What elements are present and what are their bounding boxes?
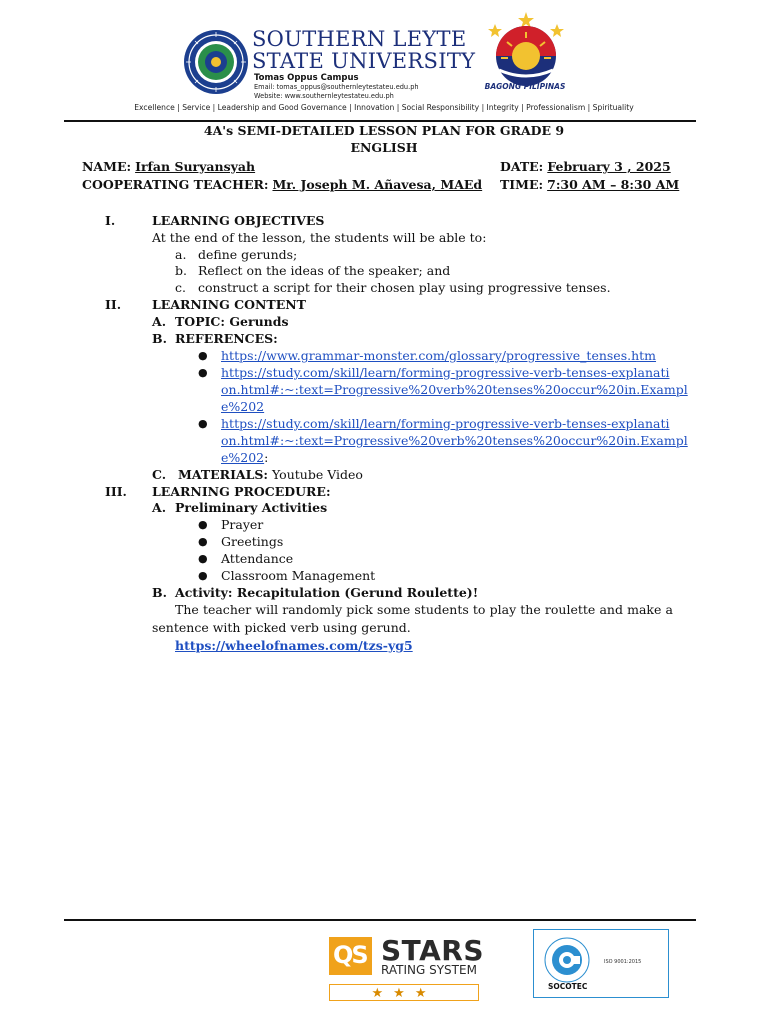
- iso-label: ISO 9001:2015: [604, 959, 642, 965]
- section-2-heading: LEARNING CONTENT: [152, 297, 306, 312]
- reference-link[interactable]: https://study.com/skill/learn/forming-progressive-verb-tenses-explanati: [221, 416, 670, 431]
- name-row: [82, 159, 255, 175]
- star-icon: ★★★: [371, 986, 437, 1001]
- date-value: February 3 , 2025: [547, 159, 671, 174]
- name-value: Irfan Suryansyah: [135, 159, 256, 174]
- reference-link[interactable]: https://study.com/skill/learn/forming-progressive-verb-tenses-explanati: [221, 365, 670, 380]
- campus-name: Tomas Oppus Campus: [254, 73, 359, 83]
- preliminary-heading: Preliminary Activities: [175, 500, 328, 515]
- bullet-icon: ●: [198, 349, 208, 362]
- qs-mark-text: QS: [333, 941, 367, 969]
- date-row: [500, 159, 671, 175]
- time-label: TIME:: [500, 177, 544, 192]
- references-heading: REFERENCES:: [175, 331, 278, 346]
- bullet-icon: ●: [198, 569, 208, 582]
- objective-marker: c.: [175, 280, 186, 295]
- objective-marker: b.: [175, 263, 187, 278]
- document-title: 4A's SEMI-DETAILED LESSON PLAN FOR GRADE 9: [203, 123, 565, 138]
- core-values-line: Excellence | Service | Leadership and Good Governance | Innovation | Social Responsibility | Integrity | Professionalism | Spirituality: [134, 103, 634, 112]
- university-seal-icon: [183, 29, 249, 95]
- references-marker: B.: [152, 331, 167, 346]
- topic-heading: TOPIC: Gerunds: [175, 314, 289, 329]
- objective-text: Reflect on the ideas of the speaker; and: [198, 263, 451, 278]
- reference-link[interactable]: https://www.grammar-monster.com/glossary/progressive_tenses.htm: [221, 348, 657, 363]
- document-subject: ENGLISH: [350, 140, 418, 155]
- topic-marker: A.: [152, 314, 167, 329]
- section-1-numeral: I.: [105, 213, 116, 228]
- section-3-numeral: III.: [105, 484, 127, 499]
- date-label: DATE:: [500, 159, 544, 174]
- materials-marker: C.: [152, 467, 167, 482]
- footer-divider: [64, 919, 696, 921]
- reference-link[interactable]: e%202: [221, 450, 265, 465]
- preliminary-item: Prayer: [221, 517, 264, 532]
- star-rating-bar: [329, 984, 479, 1001]
- section-2-numeral: II.: [105, 297, 122, 312]
- university-name: SOUTHERN LEYTE STATE UNIVERSITY: [252, 27, 476, 73]
- materials-label: MATERIALS:: [178, 467, 269, 482]
- reference-link[interactable]: on.html#:~:text=Progressive%20verb%20tenses%20occur%20in.Exampl: [221, 433, 688, 448]
- campus-website: Website: www.southernleytestateu.edu.ph: [254, 91, 394, 100]
- bullet-icon: ●: [198, 535, 208, 548]
- preliminary-marker: A.: [152, 500, 167, 515]
- stars-word: STARS: [381, 934, 484, 967]
- section-1-heading: LEARNING OBJECTIVES: [152, 213, 325, 228]
- reference-suffix: :: [264, 450, 269, 465]
- activity-description: The teacher will randomly pick some students to play the roulette and make a sentence with picked verb using gerund.: [152, 602, 673, 635]
- teacher-value: Mr. Joseph M. Añavesa, MAEd: [272, 177, 483, 192]
- contact-info: [254, 83, 419, 100]
- section-3-heading: LEARNING PROCEDURE:: [152, 484, 331, 499]
- name-label: NAME:: [82, 159, 132, 174]
- objective-marker: a.: [175, 247, 187, 262]
- bagong-pilipinas-text: BAGONG PILIPINAS: [484, 82, 566, 91]
- objective-text: construct a script for their chosen play using progressive tenses.: [198, 280, 611, 295]
- objectives-intro: At the end of the lesson, the students will be able to:: [152, 230, 487, 245]
- socotec-certification-logo: [533, 929, 669, 998]
- materials-value: Youtube Video: [268, 467, 363, 482]
- reference-link[interactable]: e%202: [221, 399, 265, 414]
- reference-link[interactable]: on.html#:~:text=Progressive%20verb%20tenses%20occur%20in.Exampl: [221, 382, 688, 397]
- socotec-word: SOCOTEC: [548, 982, 588, 991]
- preliminary-item: Attendance: [221, 551, 294, 566]
- materials-row: [178, 467, 363, 483]
- bullet-icon: ●: [198, 552, 208, 565]
- time-value: 7:30 AM – 8:30 AM: [547, 177, 680, 192]
- campus-email: Email: tomas_oppus@southernleytestateu.edu.ph: [254, 83, 419, 91]
- time-row: [500, 177, 679, 193]
- bullet-icon: ●: [198, 366, 208, 379]
- activity-heading: Activity: Recapitulation (Gerund Roulette)!: [175, 585, 479, 600]
- preliminary-item: Classroom Management: [221, 568, 376, 583]
- bullet-icon: ●: [198, 417, 208, 430]
- objective-text: define gerunds;: [198, 247, 298, 262]
- header-divider: [64, 120, 696, 122]
- reference-link-last-line: [221, 450, 268, 466]
- socotec-emblem-icon: [542, 936, 592, 984]
- teacher-label: COOPERATING TEACHER:: [82, 177, 269, 192]
- activity-marker: B.: [152, 585, 167, 600]
- bullet-icon: ●: [198, 518, 208, 531]
- activity-link[interactable]: https://wheelofnames.com/tzs-yg5: [175, 638, 413, 653]
- preliminary-item: Greetings: [221, 534, 284, 549]
- teacher-row: [82, 177, 482, 193]
- rating-system-text: RATING SYSTEM: [381, 963, 477, 977]
- qs-mark: [329, 937, 372, 975]
